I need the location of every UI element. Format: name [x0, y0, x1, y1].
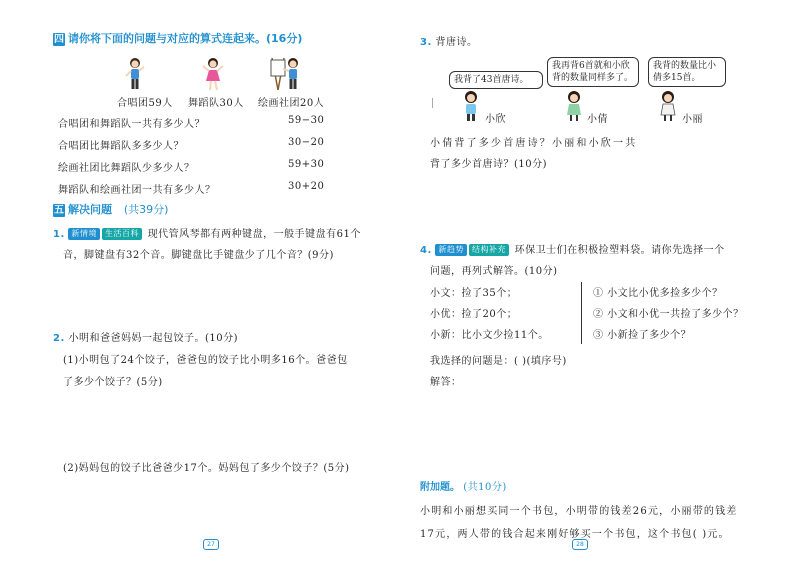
q1-text-2: 音，脚键盘有32个音。脚键盘比手键盘少了几个音？(9分) [63, 250, 334, 261]
q1-tag-new-context: 新情境 [68, 228, 100, 240]
extra-heading [420, 478, 507, 493]
q4-fact-1: 小文：捡了35个； [430, 288, 518, 299]
speech-bubble-xiaoli: 我背的数量比小倩多15首。 [648, 57, 726, 87]
q4-divider [581, 282, 582, 344]
q2-sub1-line1: (1)小明包了24个饺子，爸爸包的饺子比小明多16个。爸爸包 [63, 355, 348, 366]
match-formula-2: 30−20 [288, 137, 325, 148]
match-question-1: 合唱团和舞蹈队一共有多少人？ [58, 119, 205, 130]
match-question-2: 合唱团比舞蹈队多多少人？ [58, 141, 184, 152]
match-formula-1: 59−30 [288, 115, 325, 126]
q3-title: 背唐诗。 [435, 37, 478, 48]
q2-sub2: (2)妈妈包的饺子比爸爸少17个。妈妈包了多少个饺子？(5分) [63, 463, 350, 474]
group-label-dance: 舞蹈队30人 [188, 98, 244, 109]
kid-label-xiaoli: 小丽 [682, 114, 703, 125]
match-formula-3: 59+30 [288, 159, 325, 170]
section5-points: (共39分) [123, 203, 169, 216]
q2-number: 2. [53, 333, 65, 344]
painter-figure-icon [268, 54, 304, 92]
dancer-figure-icon [200, 56, 226, 92]
extra-points: (共10分) [463, 482, 507, 493]
q3-question-line2: 背了多少首唐诗？(10分) [430, 159, 548, 170]
section4-title: 请你将下面的问题与对应的算式连起来。(16分) [68, 32, 303, 45]
kid-label-xiaoqian: 小倩 [587, 114, 608, 125]
section4-number: 四 [54, 34, 64, 45]
extra-title: 附加题。 [420, 482, 460, 493]
q4-tag-new-trend: 新趋势 [435, 244, 467, 256]
q4-fact-2: 小优：捡了20个； [430, 309, 518, 320]
page-number-right: 28 [572, 539, 588, 550]
q1-text-1: 现代管风琴都有两种键盘，一般手键盘有61个 [147, 229, 361, 240]
q2-intro: 小明和爸爸妈妈一起包饺子。(10分) [68, 333, 238, 344]
xiaoli-figure-icon [657, 90, 679, 122]
q4-fact-3: 小新：比小文少捡11个。 [430, 330, 549, 341]
extra-line1: 小明和小丽想买同一个书包，小明带的钱差26元，小丽带的钱差 [420, 506, 738, 517]
q1-line1 [53, 225, 361, 240]
q4-option-3: ③ 小新捡了多少个？ [593, 330, 692, 341]
extra-line2: 17元，两人带的钱合起来刚好够买一个书包，这个书包( )元。 [420, 529, 730, 540]
q4-choose: 我选择的问题是：( )(填序号) [430, 356, 567, 367]
q1-number: 1. [53, 229, 65, 240]
kid-label-xiaoxin: 小欣 [485, 114, 506, 125]
q3-title-line [420, 33, 477, 48]
match-question-4: 舞蹈队和绘画社团一共有多少人？ [58, 185, 216, 196]
q1-tag-life: 生活百科 [102, 228, 142, 240]
section5-heading [53, 201, 168, 217]
page-number-left: 27 [203, 539, 219, 550]
match-question-3: 绘画社团比舞蹈队少多少人？ [58, 163, 195, 174]
q3-question-line1: 小倩背了多少首唐诗？小丽和小欣一共 [430, 138, 638, 149]
match-formula-4: 30+20 [288, 181, 325, 192]
q4-option-2: ② 小文和小优一共捡了多少个？ [593, 309, 744, 320]
choir-figure-icon [122, 56, 148, 92]
q3-ground-line [432, 98, 433, 108]
q2-sub1-line2: 了多少个饺子？(5分) [63, 377, 163, 388]
q4-text-1: 环保卫士们在积极捡塑料袋。请你先选择一个 [514, 245, 725, 256]
section5-title: 解决问题 [68, 203, 112, 216]
speech-bubble-xiaoqian: 我再背6首就和小欣背的数量同样多了。 [547, 57, 639, 87]
speech-bubble-xiaoxin: 我背了43首唐诗。 [449, 71, 543, 89]
group-label-painting: 绘画社团20人 [258, 98, 325, 109]
xiaoxin-figure-icon [460, 90, 482, 122]
q4-line1 [420, 241, 725, 256]
group-label-choir: 合唱团59人 [117, 98, 173, 109]
section4-heading [53, 30, 302, 46]
q4-answer-label: 解答： [430, 377, 462, 388]
q4-number: 4. [420, 245, 432, 256]
xiaoqian-figure-icon [563, 90, 585, 122]
section5-number: 五 [54, 205, 64, 216]
q2-intro-line [53, 329, 238, 344]
q4-tag-structure: 结构补充 [469, 244, 509, 256]
q3-number: 3. [420, 37, 432, 48]
q4-option-1: ① 小文比小优多捡多少个？ [593, 288, 723, 299]
q4-text-2: 问题，再列式解答。(10分) [430, 266, 558, 277]
